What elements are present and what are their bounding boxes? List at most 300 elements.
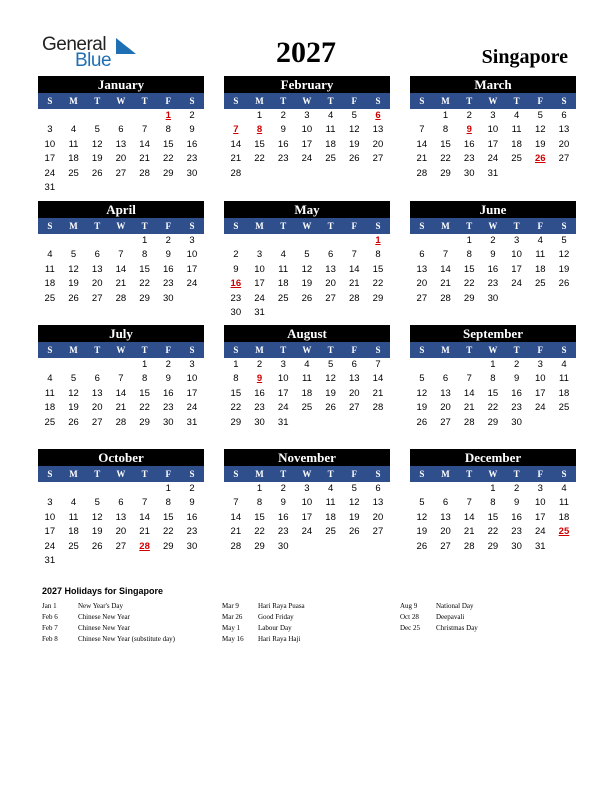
weekday-header	[410, 218, 576, 234]
day-cell: 2	[233, 249, 239, 261]
weekday-label: M	[441, 96, 450, 106]
weekday-label: S	[375, 469, 381, 479]
day-cell	[156, 181, 180, 195]
weekday-label: S	[47, 96, 53, 106]
weekday-label: M	[441, 221, 450, 231]
day-cell: 15	[254, 138, 265, 150]
weekday-label: W	[302, 469, 312, 479]
day-cell: 28	[348, 292, 360, 304]
day-cell: 23	[254, 402, 265, 414]
day-cell: 1	[490, 483, 496, 494]
week-row	[410, 511, 576, 525]
day-cell: 16	[511, 511, 522, 523]
holiday-name: Chinese New Year	[78, 624, 130, 632]
day-cell: 22	[254, 526, 265, 538]
day-cell: 9	[233, 263, 239, 275]
day-cell: 5	[419, 373, 425, 385]
weekday-label: F	[537, 96, 544, 106]
day-cell: 15	[162, 138, 174, 150]
day-cell: 5	[304, 249, 310, 261]
holiday-name: Labour Day	[258, 624, 292, 632]
day-cell: 18	[44, 402, 56, 414]
week-row	[410, 525, 576, 539]
day-cell: 15	[139, 263, 150, 275]
month-title: July	[38, 325, 204, 342]
holiday-date: May 16	[222, 635, 244, 643]
weekday-label: S	[189, 469, 195, 479]
day-cell: 25	[325, 153, 336, 165]
day-cell: 19	[348, 138, 360, 150]
week-row	[38, 109, 204, 123]
day-cell: 6	[375, 483, 381, 494]
day-cell: 2	[189, 483, 195, 494]
day-cell: 1	[490, 359, 496, 370]
weekday-label: S	[189, 345, 195, 355]
weekday-header	[410, 342, 576, 358]
day-cell: 17	[301, 511, 313, 523]
month-title: August	[224, 325, 390, 342]
day-cell: 17	[534, 511, 546, 523]
day-cell: 11	[535, 249, 546, 261]
day-cell	[38, 358, 62, 372]
day-cell: 27	[372, 526, 384, 538]
day-cell: 20	[348, 387, 360, 399]
day-cell: 25	[44, 292, 56, 304]
week-row	[38, 554, 204, 568]
day-cell	[224, 482, 248, 496]
day-cell: 17	[186, 263, 198, 275]
week-row	[224, 511, 390, 525]
day-cell: 1	[141, 359, 148, 370]
day-cell: 23	[511, 402, 522, 414]
day-cell: 18	[68, 526, 79, 538]
day-cell: 12	[91, 138, 103, 150]
day-cell: 3	[490, 110, 496, 121]
day-cell: 13	[91, 263, 103, 275]
month-august	[224, 325, 390, 430]
day-cell: 12	[558, 249, 570, 261]
day-cell: 20	[372, 511, 384, 523]
holiday-day-cell: 28	[139, 540, 150, 552]
day-cell: 19	[416, 402, 428, 414]
weekday-label: W	[302, 221, 312, 231]
day-cell	[410, 109, 434, 123]
day-cell	[319, 416, 343, 430]
day-cell: 11	[68, 511, 79, 523]
day-cell: 15	[372, 263, 384, 275]
day-cell	[85, 358, 109, 372]
day-cell: 3	[47, 497, 53, 509]
day-cell: 4	[561, 359, 567, 370]
day-cell: 8	[256, 497, 263, 509]
day-cell: 17	[44, 526, 56, 538]
day-cell: 4	[70, 124, 77, 136]
weekday-label: T	[141, 345, 148, 355]
day-cell: 18	[325, 511, 336, 523]
holiday-day-cell: 6	[375, 110, 381, 121]
day-cell	[434, 482, 458, 496]
weekday-label: W	[302, 96, 312, 106]
day-cell	[528, 416, 552, 430]
weekday-label: T	[280, 96, 287, 106]
day-cell: 13	[558, 124, 570, 136]
day-cell: 5	[70, 373, 77, 385]
day-cell: 12	[348, 497, 360, 509]
day-cell	[85, 109, 109, 123]
day-cell: 20	[325, 278, 336, 290]
day-cell	[38, 482, 62, 496]
day-cell: 4	[513, 110, 520, 121]
day-cell: 11	[559, 373, 569, 385]
day-cell: 14	[440, 263, 451, 275]
weekday-label: M	[255, 345, 264, 355]
day-cell: 2	[280, 110, 286, 121]
day-cell	[552, 540, 576, 554]
day-cell: 22	[487, 402, 499, 414]
month-may	[224, 201, 390, 320]
day-cell	[342, 234, 366, 248]
week-row	[410, 358, 576, 372]
day-cell: 31	[44, 554, 56, 566]
week-row	[38, 181, 204, 195]
day-cell: 7	[141, 497, 148, 509]
weekday-label: S	[375, 221, 381, 231]
day-cell: 14	[115, 263, 127, 275]
day-cell: 13	[440, 387, 451, 399]
week-row	[410, 540, 576, 554]
day-cell: 12	[416, 511, 428, 523]
day-cell	[295, 234, 319, 248]
holiday-day-cell: 1	[165, 110, 171, 121]
day-cell: 4	[280, 249, 286, 261]
day-cell	[133, 109, 157, 123]
weekday-label: T	[513, 221, 520, 231]
day-cell	[180, 554, 204, 568]
day-cell: 22	[372, 278, 384, 290]
day-cell: 21	[139, 153, 150, 165]
day-cell	[248, 234, 272, 248]
day-cell: 12	[416, 387, 428, 399]
weekday-label: S	[47, 469, 53, 479]
day-cell: 21	[139, 526, 150, 538]
day-cell: 9	[513, 497, 520, 509]
day-cell: 5	[561, 235, 567, 246]
day-cell	[342, 416, 366, 430]
day-cell	[85, 554, 109, 568]
weekday-label: M	[69, 469, 78, 479]
day-cell: 29	[254, 540, 265, 552]
month-title: September	[410, 325, 576, 342]
day-cell: 9	[513, 373, 520, 385]
day-cell: 7	[466, 373, 472, 385]
week-row	[224, 525, 390, 539]
day-cell	[62, 109, 86, 123]
day-cell: 11	[278, 263, 289, 275]
day-cell	[366, 416, 390, 430]
day-cell	[366, 540, 390, 554]
day-cell: 13	[348, 373, 360, 385]
day-cell: 11	[559, 497, 569, 509]
day-cell: 15	[230, 387, 242, 399]
week-row	[224, 277, 390, 291]
month-title: February	[224, 76, 390, 93]
weekday-label: S	[233, 221, 239, 231]
weekday-label: F	[351, 345, 358, 355]
day-cell: 8	[141, 373, 148, 385]
holiday-day-cell: 25	[558, 526, 570, 538]
weekday-label: M	[69, 345, 78, 355]
holiday-item	[400, 601, 478, 612]
day-cell: 22	[139, 402, 150, 414]
week-row	[410, 372, 576, 386]
day-cell: 10	[44, 511, 56, 523]
day-cell: 27	[416, 292, 428, 304]
day-cell: 8	[375, 249, 381, 261]
week-row	[410, 401, 576, 415]
day-cell: 27	[558, 153, 570, 165]
country-name: Singapore	[481, 46, 568, 68]
holiday-day-cell: 1	[375, 235, 381, 246]
day-cell	[133, 482, 157, 496]
day-cell: 28	[230, 167, 242, 179]
day-cell: 2	[165, 359, 171, 370]
day-cell: 8	[490, 497, 496, 509]
day-cell: 6	[118, 124, 124, 136]
day-cell: 20	[440, 526, 451, 538]
weekday-label: W	[488, 469, 498, 479]
weekday-label: T	[141, 221, 148, 231]
day-cell: 10	[534, 373, 546, 385]
day-cell: 28	[416, 167, 428, 179]
day-cell: 2	[513, 359, 520, 370]
day-cell: 29	[372, 292, 384, 304]
week-row	[224, 263, 390, 277]
day-cell	[109, 482, 133, 496]
week-row	[410, 152, 576, 166]
week-row	[38, 138, 204, 152]
weekday-header	[224, 93, 390, 109]
day-cell	[109, 181, 133, 195]
day-cell: 16	[186, 138, 198, 150]
day-cell: 6	[118, 497, 124, 509]
day-cell	[224, 109, 248, 123]
day-cell: 29	[139, 416, 150, 428]
holidays-title: 2027 Holidays for Singapore	[42, 586, 164, 596]
week-row	[410, 234, 576, 248]
day-cell	[271, 234, 295, 248]
day-cell: 10	[534, 497, 546, 509]
weekday-label: F	[165, 96, 172, 106]
week-row	[38, 525, 204, 539]
day-cell: 29	[463, 292, 475, 304]
day-cell	[342, 167, 366, 181]
day-cell: 7	[233, 497, 239, 509]
day-cell: 9	[490, 249, 496, 261]
weekday-label: S	[189, 221, 195, 231]
day-cell: 19	[534, 138, 546, 150]
week-row	[410, 248, 576, 262]
holiday-name: National Day	[436, 602, 474, 610]
month-title: April	[38, 201, 204, 218]
day-cell: 20	[91, 278, 103, 290]
day-cell	[38, 234, 62, 248]
day-cell: 19	[91, 153, 103, 165]
week-row	[224, 152, 390, 166]
day-cell	[224, 234, 248, 248]
day-cell: 19	[325, 387, 336, 399]
holiday-date: Aug 9	[400, 602, 418, 610]
holiday-name: Hari Raya Haji	[258, 635, 301, 643]
week-row	[38, 540, 204, 554]
day-cell: 16	[277, 138, 289, 150]
day-cell: 19	[91, 526, 103, 538]
month-january	[38, 76, 204, 195]
day-cell: 2	[189, 110, 195, 121]
holiday-item	[42, 623, 175, 634]
day-cell: 7	[351, 249, 357, 261]
weekday-label: T	[513, 96, 520, 106]
week-row	[38, 401, 204, 415]
day-cell: 12	[534, 124, 546, 136]
holiday-name: New Year's Day	[78, 602, 124, 610]
week-row	[38, 123, 204, 137]
day-cell: 14	[230, 138, 242, 150]
day-cell	[295, 306, 319, 320]
day-cell	[457, 358, 481, 372]
day-cell: 18	[277, 278, 289, 290]
weekday-header	[410, 466, 576, 482]
day-cell: 11	[325, 124, 336, 136]
day-cell: 28	[230, 540, 242, 552]
day-cell	[410, 234, 434, 248]
day-cell: 29	[487, 540, 499, 552]
day-cell: 5	[537, 110, 543, 121]
day-cell: 2	[513, 483, 520, 494]
day-cell: 18	[558, 511, 570, 523]
holiday-name: Hari Raya Puasa	[258, 602, 305, 610]
day-cell: 1	[466, 235, 472, 246]
day-cell	[342, 306, 366, 320]
day-cell: 21	[440, 278, 451, 290]
weekday-label: T	[141, 96, 148, 106]
weekday-label: T	[94, 345, 101, 355]
holiday-day-cell: 7	[233, 124, 239, 136]
day-cell: 3	[304, 110, 310, 121]
day-cell: 20	[372, 138, 384, 150]
day-cell: 15	[254, 511, 265, 523]
week-row	[38, 152, 204, 166]
day-cell: 14	[115, 387, 127, 399]
day-cell: 20	[91, 402, 103, 414]
day-cell: 21	[463, 402, 475, 414]
day-cell: 7	[442, 249, 449, 261]
holiday-day-cell: 9	[256, 373, 263, 385]
day-cell	[505, 167, 529, 181]
day-cell: 2	[280, 483, 286, 494]
day-cell: 13	[416, 263, 428, 275]
day-cell: 18	[534, 263, 546, 275]
day-cell: 16	[511, 387, 522, 399]
day-cell: 18	[44, 278, 56, 290]
weekday-label: S	[233, 345, 239, 355]
day-cell: 25	[558, 402, 570, 414]
week-row	[410, 387, 576, 401]
day-cell: 31	[44, 181, 56, 193]
week-row	[38, 511, 204, 525]
day-cell: 15	[162, 511, 174, 523]
holidays-list	[42, 586, 582, 643]
weekday-label: F	[537, 221, 544, 231]
holiday-item	[222, 612, 305, 623]
day-cell: 4	[47, 373, 53, 385]
day-cell	[133, 554, 157, 568]
week-row	[224, 401, 390, 415]
day-cell: 4	[304, 359, 310, 370]
day-cell: 26	[91, 167, 103, 179]
holiday-name: Good Friday	[258, 613, 294, 621]
day-cell: 30	[186, 167, 198, 179]
day-cell: 18	[301, 387, 313, 399]
day-cell: 6	[94, 249, 100, 261]
day-cell	[295, 540, 319, 554]
day-cell	[342, 540, 366, 554]
day-cell: 5	[351, 483, 357, 494]
day-cell	[180, 181, 204, 195]
day-cell: 21	[348, 278, 360, 290]
day-cell: 27	[115, 167, 127, 179]
week-row	[410, 123, 576, 137]
day-cell	[319, 167, 343, 181]
holiday-date: Feb 7	[42, 624, 58, 632]
day-cell: 2	[490, 235, 496, 246]
day-cell: 22	[139, 278, 150, 290]
holiday-date: Mar 26	[222, 613, 243, 621]
weekday-label: T	[327, 221, 334, 231]
day-cell: 23	[277, 153, 289, 165]
day-cell	[434, 234, 458, 248]
weekday-label: M	[69, 221, 78, 231]
day-cell: 10	[186, 249, 198, 261]
day-cell: 6	[351, 359, 357, 370]
day-cell: 28	[440, 292, 451, 304]
day-cell: 23	[186, 526, 198, 538]
day-cell: 26	[348, 153, 360, 165]
day-cell: 31	[534, 540, 546, 552]
day-cell: 30	[254, 416, 265, 428]
day-cell	[366, 167, 390, 181]
day-cell: 30	[162, 416, 174, 428]
week-row	[410, 292, 576, 306]
weekday-header	[224, 218, 390, 234]
weekday-label: T	[280, 345, 287, 355]
weekday-label: M	[441, 469, 450, 479]
day-cell	[366, 306, 390, 320]
day-cell: 10	[301, 124, 313, 136]
weekday-label: S	[189, 96, 195, 106]
holidays-column	[222, 601, 305, 645]
day-cell	[248, 167, 272, 181]
weekday-label: W	[116, 221, 126, 231]
day-cell: 19	[348, 511, 360, 523]
month-title: November	[224, 449, 390, 466]
day-cell: 8	[490, 373, 496, 385]
month-title: December	[410, 449, 576, 466]
day-cell: 30	[277, 540, 289, 552]
day-cell: 6	[561, 110, 567, 121]
day-cell: 27	[91, 416, 103, 428]
week-row	[410, 138, 576, 152]
weekday-label: S	[419, 221, 425, 231]
